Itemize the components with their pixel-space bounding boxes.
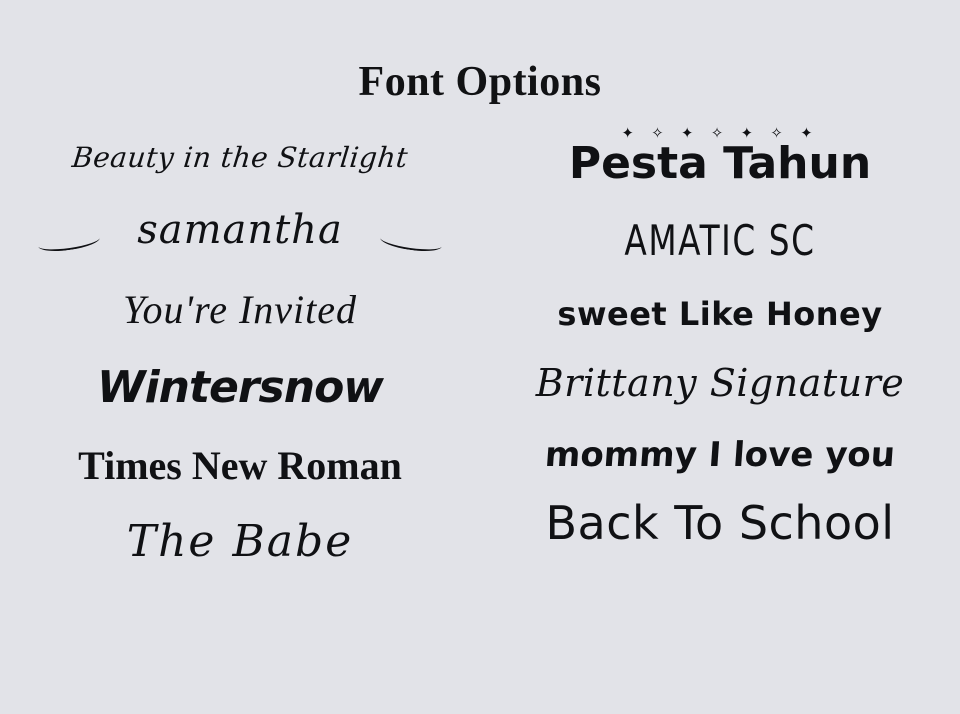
font-sample-beauty-in-the-starlight[interactable]: Beauty in the Starlight xyxy=(70,141,410,174)
font-sample-amatic-sc[interactable]: AMATIC SC xyxy=(624,216,816,265)
font-sample-pesta-tahun-label: Pesta Tahun xyxy=(568,138,872,189)
font-sample-pesta-tahun[interactable] xyxy=(480,124,960,189)
font-sample-sweet-like-honey[interactable]: sweet Like Honey xyxy=(557,295,883,333)
font-sample-back-to-school[interactable]: Back To School xyxy=(545,496,895,550)
sparkle-icon: ✦ ✧ ✦ ✧ ✦ ✧ ✦ xyxy=(621,124,819,142)
font-sample-wintersnow[interactable]: Wintersnow xyxy=(97,362,383,413)
font-sample-brittany-signature[interactable]: Brittany Signature xyxy=(535,361,905,405)
font-sample-mommy-i-love-you[interactable]: mommy I love you xyxy=(543,435,897,475)
font-sample-times-new-roman[interactable]: Times New Roman xyxy=(78,443,402,488)
font-sample-youre-invited[interactable]: You're Invited xyxy=(122,287,358,332)
font-sample-columns xyxy=(0,122,960,662)
font-sample-samantha[interactable]: samantha xyxy=(0,210,480,250)
page-title: Font Options xyxy=(358,59,602,105)
left-column xyxy=(0,122,480,662)
right-column xyxy=(480,122,960,662)
font-sample-the-babe[interactable]: The Babe xyxy=(126,516,354,567)
